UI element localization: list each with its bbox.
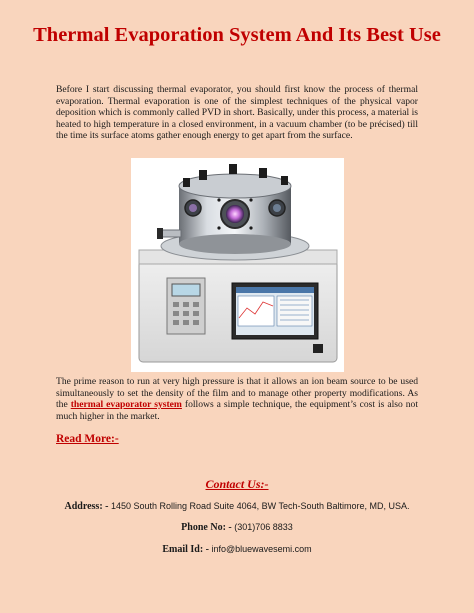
contact-heading: Contact Us:- [205, 477, 269, 491]
page-title: Thermal Evaporation System And Its Best Use [33, 24, 441, 46]
phone-line [0, 522, 474, 533]
phone-value[interactable]: (301)706 8833 [234, 522, 293, 532]
address-label: Address: - [64, 501, 109, 512]
thermal-evaporator-system-link[interactable]: thermal evaporator system [70, 399, 182, 411]
email-label: Email Id: - [162, 544, 209, 555]
intro-paragraph: Before I start discussing thermal evaporator, you should first know the process of thermal evaporation. Thermal evaporation is one of the simplest techniques of the physical vapor deposition which is commonly called PVD in short. Basically, under this process, a material is heated to high temperature in a closed environment, in a vacuum chamber (to be précised) till the time its surface atoms gather enough energy to get apart from the surface. [56, 84, 419, 142]
read-more-link[interactable]: Read More:- [56, 433, 119, 445]
thermal-evaporator-image [131, 158, 344, 372]
body-paragraph [56, 376, 418, 422]
body-text-after-link: follows a simple technique, the equipment’s cost is also not much higher in the market. [56, 399, 419, 422]
email-value[interactable]: info@bluewavesemi.com [211, 544, 312, 554]
phone-label: Phone No: - [181, 522, 232, 533]
address-value: 1450 South Rolling Road Suite 4064, BW Tech-South Baltimore, MD, USA. [111, 501, 410, 511]
body-text-before-link: The prime reason to run at very high pressure is that it allows an ion beam source to be used simultaneously to set the density of the film and to manage other property modifications. As the [56, 376, 418, 411]
address-line [0, 501, 474, 512]
email-line [0, 544, 474, 555]
